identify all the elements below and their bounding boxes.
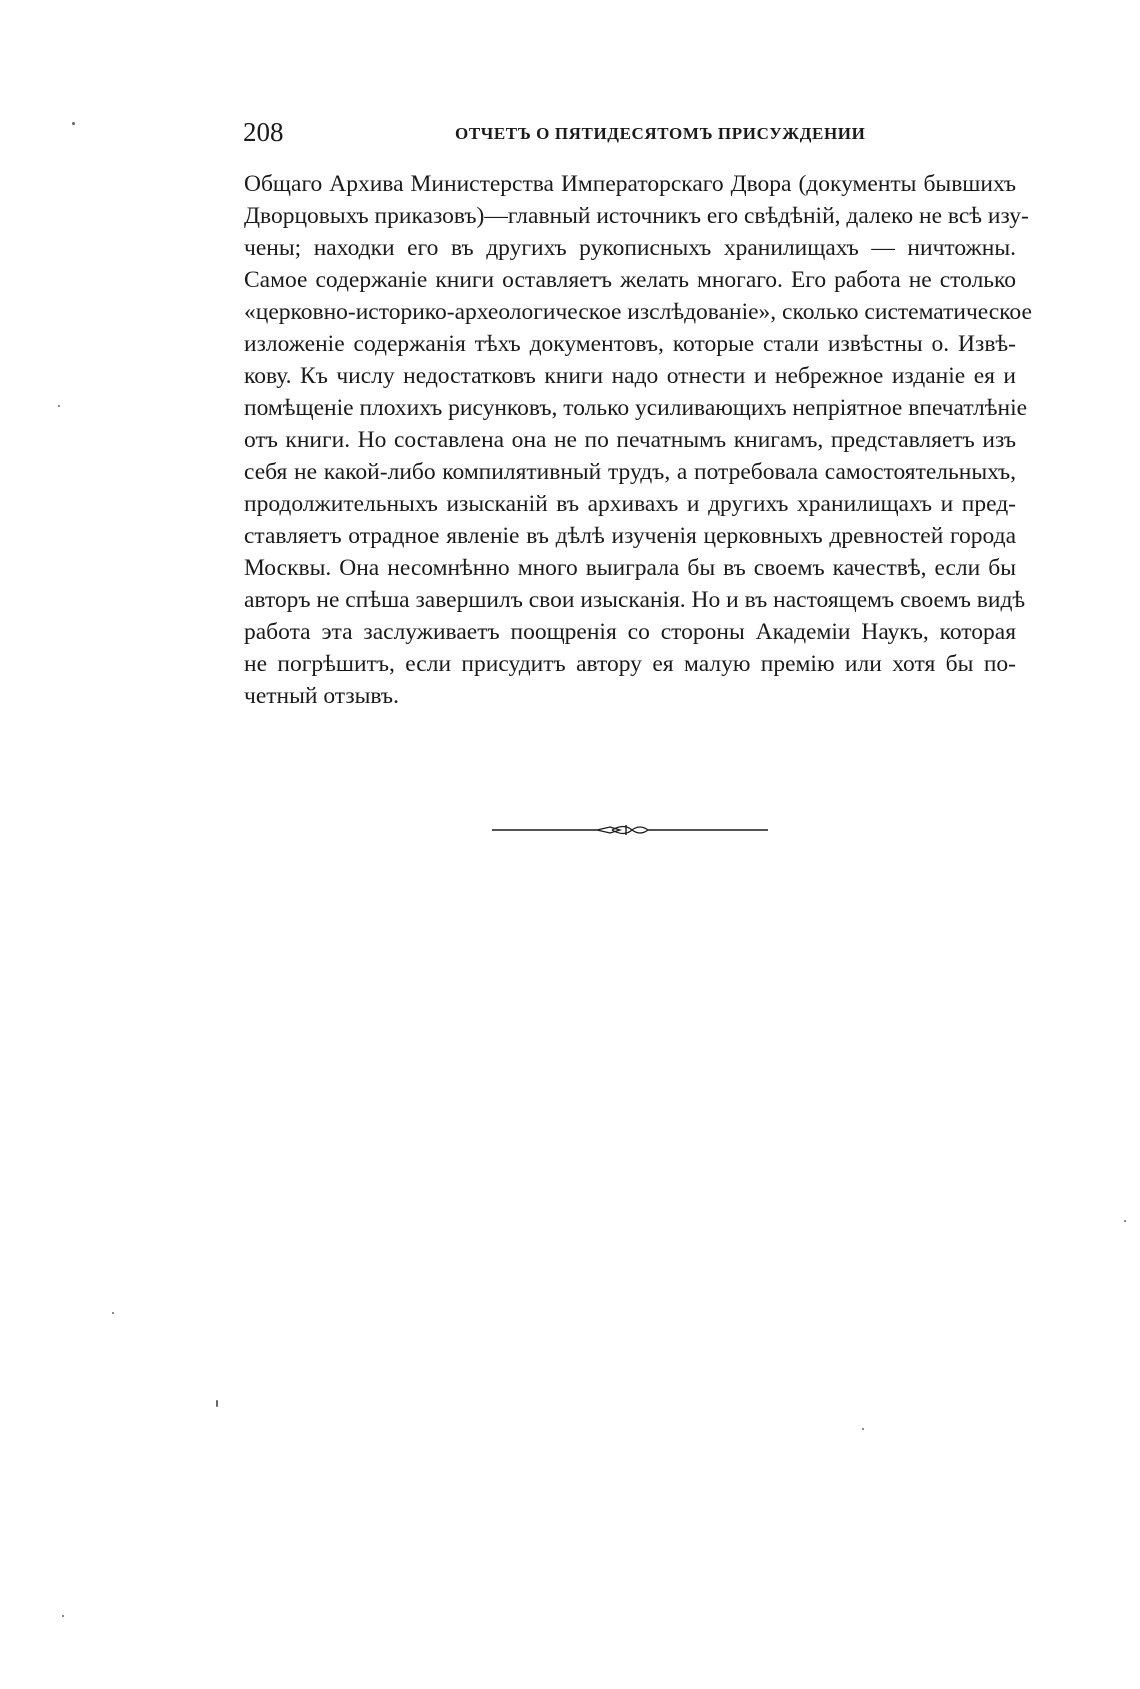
paper-speck	[862, 1428, 864, 1430]
text-line: Москвы. Она несомнѣнно много выиграла бы въ своемъ качествѣ, если бы	[244, 555, 1016, 581]
text-line: не погрѣшитъ, если присудитъ автору ея малую премію или хотя бы по-	[244, 651, 1016, 677]
text-line: «церковно-историко-археологическое изслѣдованіе», сколько систематическое	[244, 299, 1032, 325]
paper-speck	[1124, 1220, 1126, 1222]
running-title: ОТЧЕТЪ О ПЯТИДЕСЯТОМЪ ПРИСУЖДЕНИИ	[455, 124, 866, 143]
paper-speck	[112, 1312, 114, 1314]
paper-speck	[58, 405, 60, 407]
text-line: ставляетъ отрадное явленіе въ дѣлѣ изученія церковныхъ древностей города	[244, 523, 1016, 549]
ornamental-divider	[492, 820, 768, 840]
text-line: работа эта заслуживаетъ поощренія со стороны Академіи Наукъ, которая	[244, 619, 1016, 645]
text-line: четный отзывъ.	[244, 683, 399, 709]
text-line: себя не какой-либо компилятивный трудъ, а потребовала самостоятельныхъ,	[244, 459, 1016, 485]
text-line: авторъ не спѣша завершилъ свои изысканія. Но и въ настоящемъ своемъ видѣ	[244, 587, 1026, 613]
text-line: Общаго Архива Министерства Императорскаго Двора (документы бывшихъ	[244, 171, 1016, 197]
paper-speck	[72, 122, 75, 125]
text-line: продолжительныхъ изысканій въ архивахъ и другихъ хранилищахъ и пред-	[244, 491, 1016, 517]
text-line: помѣщеніе плохихъ рисунковъ, только усиливающихъ непріятное впечатлѣніе	[244, 395, 1028, 421]
body-paragraph	[244, 168, 1032, 712]
paper-speck	[62, 1615, 64, 1617]
text-line: Дворцовыхъ приказовъ)—главный источникъ его свѣдѣній, далеко не всѣ изу-	[244, 203, 1029, 229]
text-line: кову. Къ числу недостатковъ книги надо отнести и небрежное изданіе ея и	[244, 363, 1016, 389]
page-number: 208	[243, 117, 284, 147]
text-line: отъ книги. Но составлена она не по печатнымъ книгамъ, представляетъ изъ	[244, 427, 1016, 453]
text-line: чены; находки его въ другихъ рукописныхъ хранилищахъ — ничтожны.	[244, 235, 1016, 261]
paper-speck	[216, 1400, 218, 1407]
text-line: Самое содержаніе книги оставляетъ желать многаго. Его работа не столько	[244, 267, 1016, 293]
text-line: изложеніе содержанія тѣхъ документовъ, которые стали извѣстны о. Извѣ-	[244, 331, 1016, 357]
